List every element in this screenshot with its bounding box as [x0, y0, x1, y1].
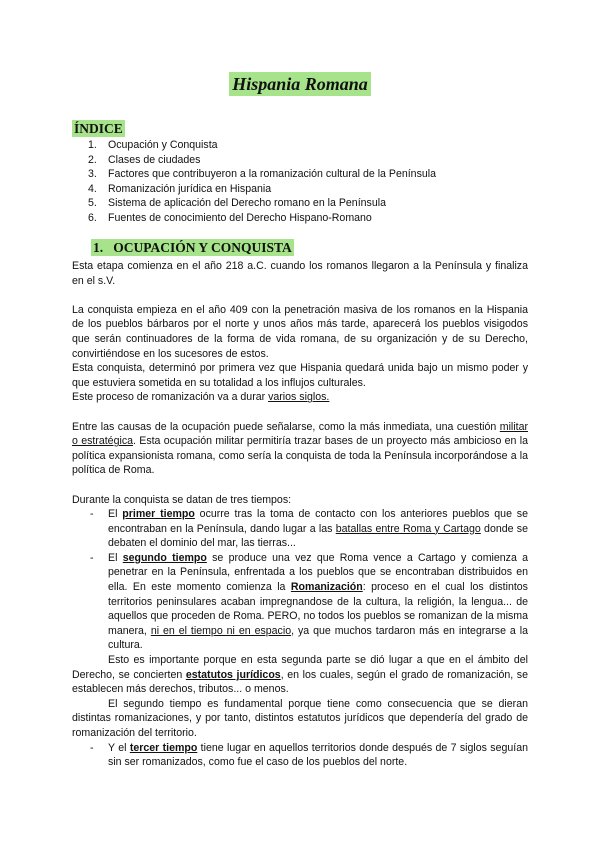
paragraph: Durante la conquista se datan de tres tiempos: [72, 493, 292, 506]
paragraph: Esta conquista, determinó por primera vez que Hispania quedará unida bajo un mismo poder y que estuviera sometida en su totalidad a los influjos culturales. [72, 362, 528, 389]
bullet-item: - Y el tercer tiempo tiene lugar en aquellos territorios donde después de 7 siglos seguían sin ser romanizados, como fue el caso de los pueblos del norte. [90, 741, 528, 769]
index-list [88, 138, 436, 226]
paragraph: Este proceso de romanización va a durar varios siglos. [72, 391, 330, 404]
section-1-body [72, 259, 528, 770]
paragraph: Entre las causas de la ocupación puede señalarse, como la más inmediata, una cuestión militar o estratégica. Esta ocupación militar permitiría trazar bases de un proyecto más ambicioso en la política expansionista romana, como sería la conquista de toda la Península incorporándose a la política de Roma. [72, 420, 528, 477]
index-item: 4. Romanización jurídica en Hispania [88, 182, 272, 195]
index-item: 5. Sistema de aplicación del Derecho romano en la Península [88, 197, 386, 210]
index-heading: ÍNDICE [74, 121, 123, 136]
paragraph: El segundo tiempo es fundamental porque tiene como consecuencia que se dieran distintas romanizaciones, y por tanto, distintos estatutos jurídicos que dependería del grado de romanización del territorio. [72, 697, 528, 739]
section-1-heading: 1. OCUPACIÓN Y CONQUISTA [93, 240, 292, 255]
bullet-item: - El segundo tiempo se produce una vez que Roma vence a Cartago y comienza a penetrar en la Península, enfrentada a los pueblos que se encontraban distribuidos en ella. En este momento comienza la Romanización: proceso en el cual los distintos territorios peninsulares acaban impregnandose de la cultura, la religión, la lengua... de aquellos que proceden de Roma. PERO, no todos los pueblos se romanizan de la misma manera, ni en el tiempo ni en espacio, ya que muchos tardaron más en integrarse a la cultura. [90, 551, 529, 652]
index-item: 3. Factores que contribuyeron a la romanización cultural de la Península [88, 168, 437, 181]
paragraph: La conquista empieza en el año 409 con la penetración masiva de los romanos en la Hispania de los pueblos bárbaros por el norte y unos años más tarde, aparecerá los pueblos visigodos que serán continuadores de la forma de vida romana, de su organización y de su Derecho, convirtiéndose en los sucesores de estos. [72, 303, 528, 360]
bullet-item: - El primer tiempo ocurre tras la toma de contacto con los anteriores pueblos que se encontraban en la Península, dando lugar a las batallas entre Roma y Cartago donde se debaten el dominio del mar, las tierras... [90, 508, 529, 550]
index-item: 6. Fuentes de conocimiento del Derecho Hispano-Romano [88, 211, 372, 224]
paragraph: Esto es importante porque en esta segunda parte se dió lugar a que en el ámbito del Derecho, se concierten estatutos jurídicos, en los cuales, según el grado de romanización, se establecen más derechos, tributos... o menos. [72, 654, 528, 696]
title-wrap [0, 72, 600, 96]
paragraph: Esta etapa comienza en el año 218 a.C. cuando los romanos llegaron a la Península y finaliza en el s.V. [72, 260, 528, 287]
document-title: Hispania Romana [229, 72, 371, 96]
index-item: 1. Ocupación y Conquista [88, 139, 218, 151]
index-item: 2. Clases de ciudades [88, 153, 201, 166]
